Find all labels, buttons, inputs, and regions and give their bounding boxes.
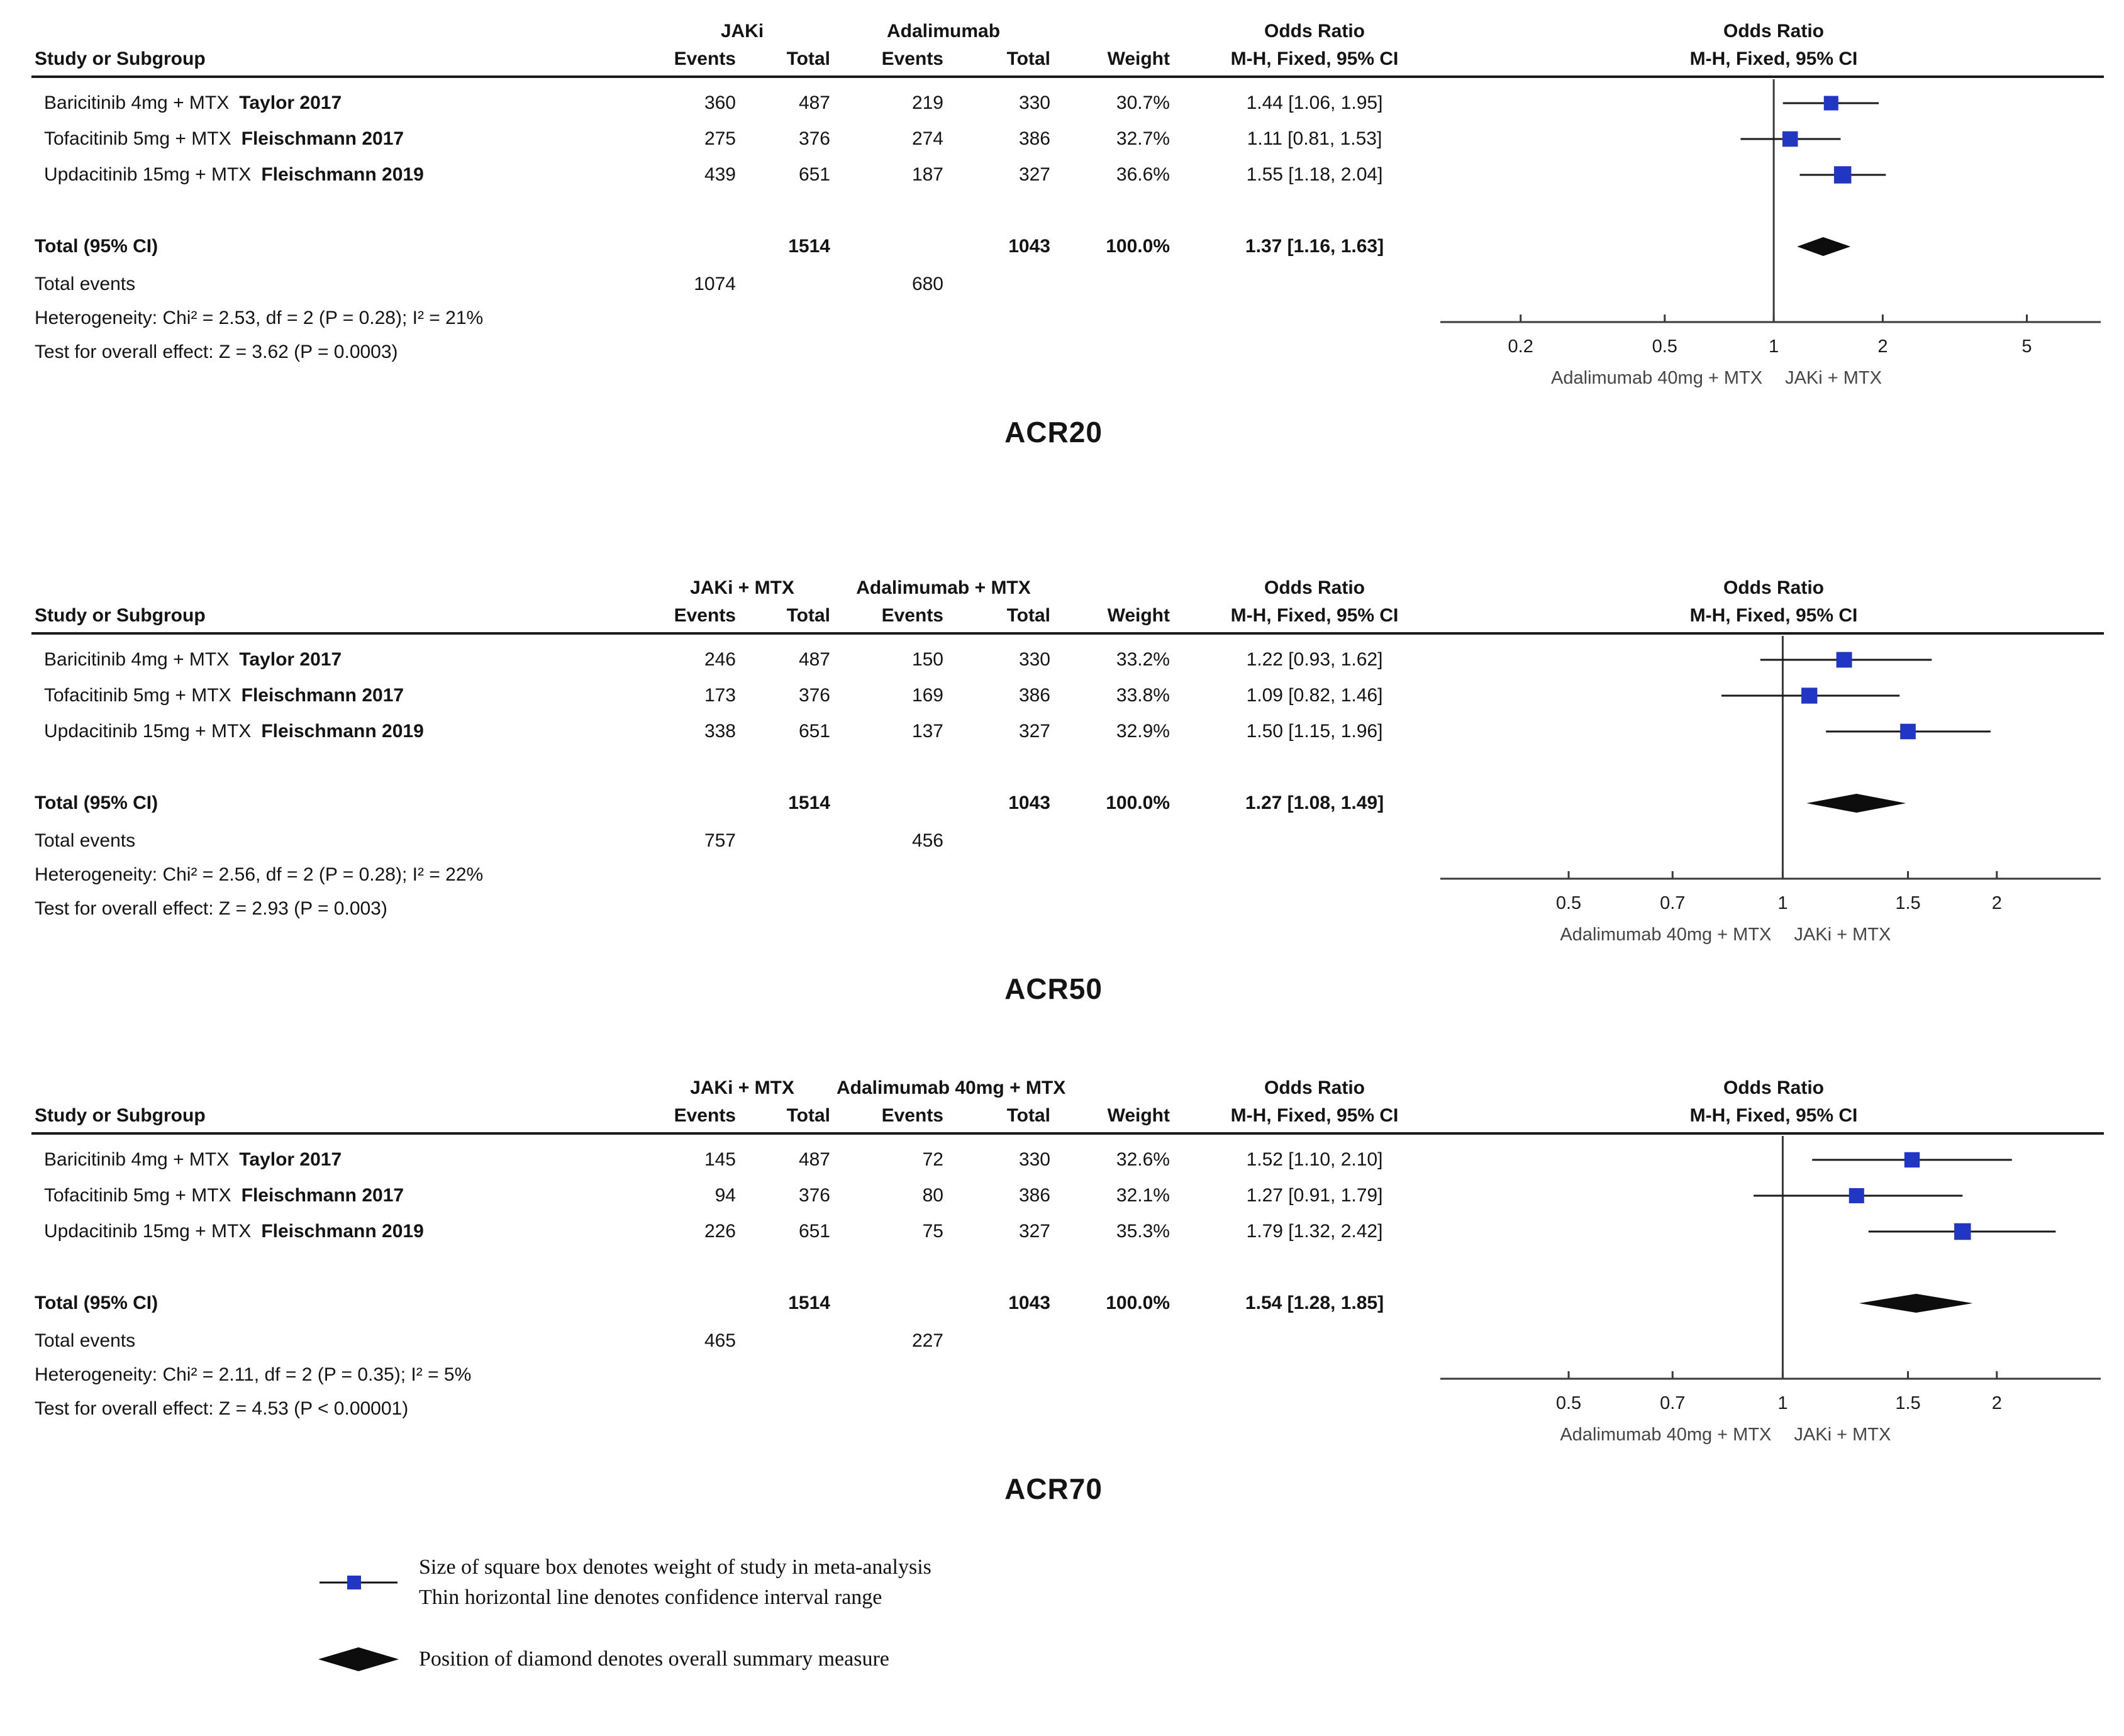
study-weight-square [1904,1152,1920,1167]
grand-total-jaki: 1514 [788,793,830,813]
study-name: Baricitinib 4mg + MTX [44,92,230,113]
study-ref: Fleischmann 2017 [241,685,404,706]
total-events-jaki: 757 [704,830,736,851]
study-label [44,717,648,746]
overall-effect-text: Test for overall effect: Z = 2.93 (P = 0.003) [35,898,387,919]
total-events-jaki: 1074 [694,274,736,294]
events-jaki: 173 [704,685,736,706]
or-ci-value: 1.27 [0.91, 1.79] [1246,1185,1383,1206]
total-row-label: Total (95% CI) [35,236,158,257]
study-ref: Fleischmann 2019 [261,721,424,742]
or-ci-value: 1.55 [1.18, 2.04] [1246,164,1383,185]
study-ref: Fleischmann 2017 [241,128,404,149]
weight-value: 33.8% [1116,685,1170,706]
plot-method-header: M-H, Fixed, 95% CI [1689,48,1858,69]
study-weight-square [1849,1188,1864,1203]
events-adalimumab: 80 [922,1185,943,1206]
weight-header: Weight [1107,1105,1170,1126]
axis-tick-label: 0.5 [1555,893,1582,913]
or-ci-value: 1.52 [1.10, 2.10] [1246,1149,1383,1170]
or-ci-value: 1.11 [0.81, 1.53] [1247,128,1382,149]
total-adalimumab: 330 [1018,1149,1050,1170]
group-header-adalimumab: Adalimumab 40mg + MTX [837,1077,1066,1098]
axis-tick-label: 1.5 [1895,1393,1921,1413]
events-jaki: 338 [704,721,736,742]
study-label [44,1145,648,1174]
legend-item-square [314,1552,931,1613]
events-adalimumab: 137 [911,721,943,742]
total-events-adalimumab: 227 [911,1330,943,1351]
total-jaki: 651 [798,721,830,742]
total-events-label: Total events [35,1330,136,1351]
study-subgroup-header: Study or Subgroup [35,48,206,69]
grand-total-jaki: 1514 [788,1293,830,1313]
study-label [44,1181,648,1210]
axis-tick-label: 0.5 [1555,1393,1582,1413]
summary-diamond-icon [314,1643,403,1676]
events-adalimumab: 274 [911,128,943,149]
axis-tick-label: 2 [1877,337,1888,357]
odds-ratio-header: Odds Ratio [1264,1077,1365,1098]
axis-right-label: JAKi + MTX [1794,925,1891,945]
events-adalimumab: 75 [922,1221,943,1242]
events-jaki: 360 [704,92,736,113]
study-weight-square [1900,724,1916,740]
plot-odds-ratio-header: Odds Ratio [1723,21,1824,42]
events-adalimumab: 219 [911,92,943,113]
study-name: Tofacitinib 5mg + MTX [44,1185,231,1206]
events-jaki: 275 [704,128,736,149]
study-label [44,1217,648,1246]
legend-square-text [419,1552,931,1613]
total-adalimumab: 386 [1018,685,1050,706]
total-events-adalimumab: 680 [911,274,943,294]
total-jaki: 376 [798,1185,830,1206]
total1-header: Total [786,605,830,626]
panel-title-acr20: ACR20 [1004,416,1103,448]
total-jaki: 487 [798,1149,830,1170]
summary-diamond [1806,794,1906,813]
axis-tick-label: 1 [1777,1393,1788,1413]
axis-tick-label: 5 [2021,337,2032,357]
total-adalimumab: 330 [1018,92,1050,113]
events2-header: Events [881,1105,943,1126]
study-name: Updacitinib 15mg + MTX [44,721,252,742]
weight-value: 32.9% [1116,721,1170,742]
study-weight-square [1834,166,1851,183]
axis-tick-label: 0.7 [1660,1393,1686,1413]
study-ref: Fleischmann 2019 [261,1221,424,1242]
axis-tick-label: 1 [1769,337,1779,357]
plot-method-header: M-H, Fixed, 95% CI [1689,605,1858,626]
plot-odds-ratio-header: Odds Ratio [1723,1077,1824,1098]
weight-value: 30.7% [1116,92,1170,113]
total-jaki: 376 [798,685,830,706]
study-name: Tofacitinib 5mg + MTX [44,685,231,706]
study-ref: Fleischmann 2019 [261,164,424,185]
axis-left-label: Adalimumab 40mg + MTX [1560,925,1772,945]
axis-right-label: JAKi + MTX [1794,1425,1891,1445]
header-divider [31,632,2104,635]
panel-title-acr50: ACR50 [1004,972,1103,1005]
events2-header: Events [881,605,943,626]
heterogeneity-text: Heterogeneity: Chi² = 2.56, df = 2 (P = 0.28); I² = 22% [35,864,484,885]
weight-square-icon [314,1569,403,1596]
or-ci-value: 1.50 [1.15, 1.96] [1246,721,1383,742]
events2-header: Events [881,48,943,69]
events-adalimumab: 72 [922,1149,943,1170]
axis-tick-label: 1 [1777,893,1788,913]
axis-tick-label: 2 [1991,1393,2002,1413]
total-jaki: 487 [798,649,830,670]
axis-left-label: Adalimumab 40mg + MTX [1551,368,1763,388]
events1-header: Events [674,1105,736,1126]
study-label [44,125,648,153]
forest-panel-acr70 [19,1069,2113,1519]
study-weight-square [1954,1223,1971,1240]
study-name: Baricitinib 4mg + MTX [44,649,230,670]
summary-diamond [1859,1294,1973,1313]
study-subgroup-header: Study or Subgroup [35,605,206,626]
total1-header: Total [786,1105,830,1126]
total-adalimumab: 386 [1018,128,1050,149]
or-method-header: M-H, Fixed, 95% CI [1230,48,1399,69]
events-adalimumab: 169 [911,685,943,706]
weight-value: 35.3% [1116,1221,1170,1242]
total-row-label: Total (95% CI) [35,1293,158,1313]
total-weight: 100.0% [1106,236,1170,257]
group-header-adalimumab: Adalimumab + MTX [856,577,1031,598]
or-method-header: M-H, Fixed, 95% CI [1230,1105,1399,1126]
overall-effect-text: Test for overall effect: Z = 3.62 (P = 0.0003) [35,342,398,362]
events-jaki: 94 [714,1185,736,1206]
events1-header: Events [674,48,736,69]
or-method-header: M-H, Fixed, 95% CI [1230,605,1399,626]
summary-diamond [1797,237,1850,256]
study-label [44,160,648,189]
total-events-jaki: 465 [704,1330,736,1351]
total-weight: 100.0% [1106,793,1170,813]
heterogeneity-text: Heterogeneity: Chi² = 2.11, df = 2 (P = 0.35); I² = 5% [35,1364,472,1385]
weight-value: 32.1% [1116,1185,1170,1206]
axis-tick-label: 1.5 [1895,893,1921,913]
overall-effect-text: Test for overall effect: Z = 4.53 (P < 0.00001) [35,1398,409,1419]
axis-tick-label: 2 [1991,893,2002,913]
study-subgroup-header: Study or Subgroup [35,1105,206,1126]
total-adalimumab: 386 [1018,1185,1050,1206]
study-label [44,645,648,674]
group-header-jaki: JAKi + MTX [690,1077,794,1098]
or-ci-value: 1.44 [1.06, 1.95] [1246,92,1383,113]
total-jaki: 487 [798,92,830,113]
or-ci-value: 1.79 [1.32, 2.42] [1246,1221,1383,1242]
axis-right-label: JAKi + MTX [1785,368,1882,388]
total-adalimumab: 327 [1018,164,1050,185]
weight-value: 36.6% [1116,164,1170,185]
forest-panel-acr20 [19,13,2113,462]
total-or-ci: 1.27 [1.08, 1.49] [1245,793,1384,813]
total-events-label: Total events [35,274,136,294]
plot-method-header: M-H, Fixed, 95% CI [1689,1105,1858,1126]
study-label [44,681,648,710]
panel-title-acr70: ACR70 [1004,1472,1103,1505]
odds-ratio-header: Odds Ratio [1264,577,1365,598]
header-divider [31,75,2104,78]
group-header-jaki: JAKi [720,21,764,42]
total-adalimumab: 327 [1018,721,1050,742]
events-jaki: 226 [704,1221,736,1242]
legend-square-line1: Size of square box denotes weight of study in meta-analysis [419,1555,931,1579]
study-name: Tofacitinib 5mg + MTX [44,128,231,149]
study-name: Updacitinib 15mg + MTX [44,164,252,185]
group-header-adalimumab: Adalimumab [886,21,1001,42]
or-ci-value: 1.22 [0.93, 1.62] [1246,649,1383,670]
weight-header: Weight [1107,48,1170,69]
total-weight: 100.0% [1106,1293,1170,1313]
total2-header: Total [1006,1105,1050,1126]
total2-header: Total [1006,48,1050,69]
total2-header: Total [1006,605,1050,626]
axis-tick-label: 0.5 [1652,337,1677,357]
study-label [44,89,648,118]
grand-total-adalimumab: 1043 [1008,1293,1050,1313]
weight-value: 33.2% [1116,649,1170,670]
events-jaki: 246 [704,649,736,670]
study-weight-square [1824,96,1838,110]
weight-value: 32.6% [1116,1149,1170,1170]
axis-tick-label: 0.7 [1660,893,1686,913]
total-or-ci: 1.54 [1.28, 1.85] [1245,1293,1384,1313]
study-weight-square [1837,652,1852,668]
total-jaki: 651 [798,1221,830,1242]
total-events-label: Total events [35,830,136,851]
study-ref: Taylor 2017 [239,92,342,113]
events1-header: Events [674,605,736,626]
study-weight-square [1801,687,1817,703]
axis-left-label: Adalimumab 40mg + MTX [1560,1425,1772,1445]
total-jaki: 651 [798,164,830,185]
group-header-jaki: JAKi + MTX [690,577,794,598]
study-ref: Taylor 2017 [239,649,342,670]
events-adalimumab: 187 [911,164,943,185]
legend-item-diamond [314,1643,889,1676]
weight-header: Weight [1107,605,1170,626]
study-name: Baricitinib 4mg + MTX [44,1149,230,1170]
grand-total-jaki: 1514 [788,236,830,257]
or-ci-value: 1.09 [0.82, 1.46] [1246,685,1383,706]
header-divider [31,1132,2104,1135]
weight-value: 32.7% [1116,128,1170,149]
total-row-label: Total (95% CI) [35,793,158,813]
legend-diamond-line: Position of diamond denotes overall summary measure [419,1647,889,1671]
odds-ratio-header: Odds Ratio [1264,21,1365,42]
study-name: Updacitinib 15mg + MTX [44,1221,252,1242]
events-adalimumab: 150 [911,649,943,670]
total-jaki: 376 [798,128,830,149]
legend-square-line2: Thin horizontal line denotes confidence interval range [419,1586,882,1609]
axis-tick-label: 0.2 [1508,337,1533,357]
forest-panel-acr50 [19,569,2113,1019]
total-adalimumab: 327 [1018,1221,1050,1242]
total-or-ci: 1.37 [1.16, 1.63] [1245,236,1384,257]
total-events-adalimumab: 456 [911,830,943,851]
events-jaki: 145 [704,1149,736,1170]
grand-total-adalimumab: 1043 [1008,793,1050,813]
total1-header: Total [786,48,830,69]
heterogeneity-text: Heterogeneity: Chi² = 2.53, df = 2 (P = 0.28); I² = 21% [35,308,484,328]
study-weight-square [1782,131,1798,147]
total-adalimumab: 330 [1018,649,1050,670]
study-ref: Fleischmann 2017 [241,1185,404,1206]
grand-total-adalimumab: 1043 [1008,236,1050,257]
study-ref: Taylor 2017 [239,1149,342,1170]
legend-diamond-text [419,1644,889,1674]
events-jaki: 439 [704,164,736,185]
plot-odds-ratio-header: Odds Ratio [1723,577,1824,598]
